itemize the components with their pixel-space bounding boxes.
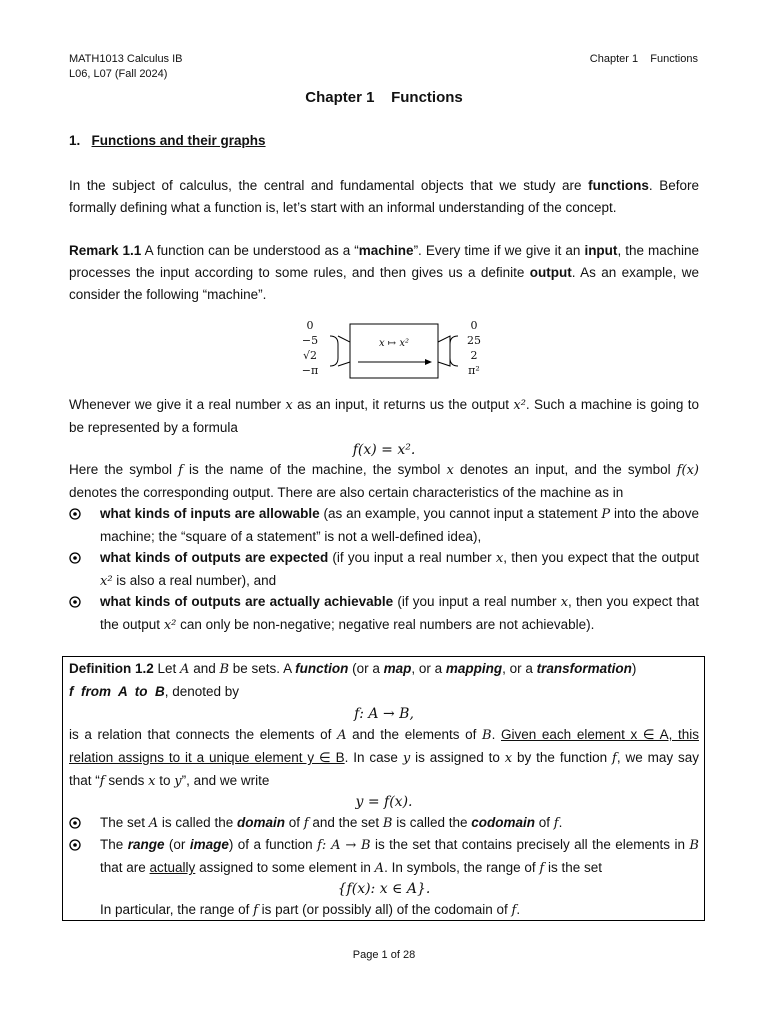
formula-y-equals: y = f(x). <box>355 794 413 810</box>
remark-paragraph: Remark 1.1 A function can be understood as a “machine”. Every time if we give it an input, the machine processes the input according to some rules, and then gives us a definite output. As an example, we consider the following “machine”. <box>69 243 699 302</box>
definition-label: Definition 1.2 <box>69 661 154 676</box>
formula-range-set: {f(x): x ∈ A}. <box>337 881 431 897</box>
range-note: In particular, the range of f is part (or possibly all) of the codomain of f. <box>100 902 521 918</box>
definition-relation: is a relation that connects the elements of A and the elements of B. Given each element x ∈ A, this relation assigns to it a unique element y ∈ B. In case y is assigned to x by the function f, we may say that “f sends x to y”, and we write <box>69 727 699 789</box>
circled-dot-bullet-icon <box>69 552 81 564</box>
definition-intro: Definition 1.2 Let A and B be sets. A function (or a map, or a mapping, or a transformation) f from A to B, denoted by <box>69 661 637 699</box>
section-heading <box>69 133 266 148</box>
circled-dot-bullet-icon <box>69 839 81 851</box>
intro-paragraph: In the subject of calculus, the central and fundamental objects that we study are functions. Before formally defining what a function is, let’s start with an informal understanding of the concept. <box>69 178 699 215</box>
circled-dot-bullet-icon <box>69 596 81 608</box>
bullet-range: The range (or image) of a function f: A → B is the set that contains precisely all the elements in B that are actually assigned to some element in A. In symbols, the range of f is the set <box>100 837 699 876</box>
bullet-domain-codomain: The set A is called the domain of f and the set B is called the codomain of f. <box>100 815 563 831</box>
symbol-paragraph: Here the symbol f is the name of the machine, the symbol x denotes an input, and the symbol f(x) denotes the corresponding output. There are also certain characteristics of the machine as in <box>69 462 700 500</box>
circled-dot-bullet-icon <box>69 508 81 520</box>
machine-diagram <box>290 318 490 384</box>
page-title: Chapter 1 Functions <box>305 89 463 106</box>
input-values: 0 −5 √2 −π <box>301 319 319 377</box>
section-number: 1. <box>69 133 81 148</box>
section-label: L06, L07 (Fall 2024) <box>69 68 168 80</box>
bullet-outputs-expected: what kinds of outputs are expected (if you input a real number x, then you expect that the output x² is also a real number), and <box>100 550 699 589</box>
output-values: 0 25 2 π² <box>467 319 481 377</box>
circled-dot-bullet-icon <box>69 817 81 829</box>
formula-map: f: A → B, <box>354 706 414 722</box>
chapter-label: Chapter 1 Functions <box>589 53 698 65</box>
bullet-inputs: what kinds of inputs are allowable (as an example, you cannot input a statement P into the above machine; the “square of a statement” is not a well-defined idea), <box>100 506 699 544</box>
section-title: Functions and their graphs <box>91 133 266 148</box>
output-paragraph: Whenever we give it a real number x as an input, it returns us the output x². Such a machine is going to be represented by a formula <box>69 397 699 435</box>
formula-square: f(x) = x². <box>352 442 416 458</box>
bullet-outputs-achievable: what kinds of outputs are actually achievable (if you input a real number x, then you expect that the output x² can only be non-negative; negative real numbers are not achievable). <box>100 594 699 633</box>
remark-label: Remark 1.1 <box>69 243 142 258</box>
course-label: MATH1013 Calculus IB <box>69 53 183 65</box>
page-number: Page 1 of 28 <box>352 949 416 961</box>
machine-rule: x ↦ x² <box>378 338 410 349</box>
